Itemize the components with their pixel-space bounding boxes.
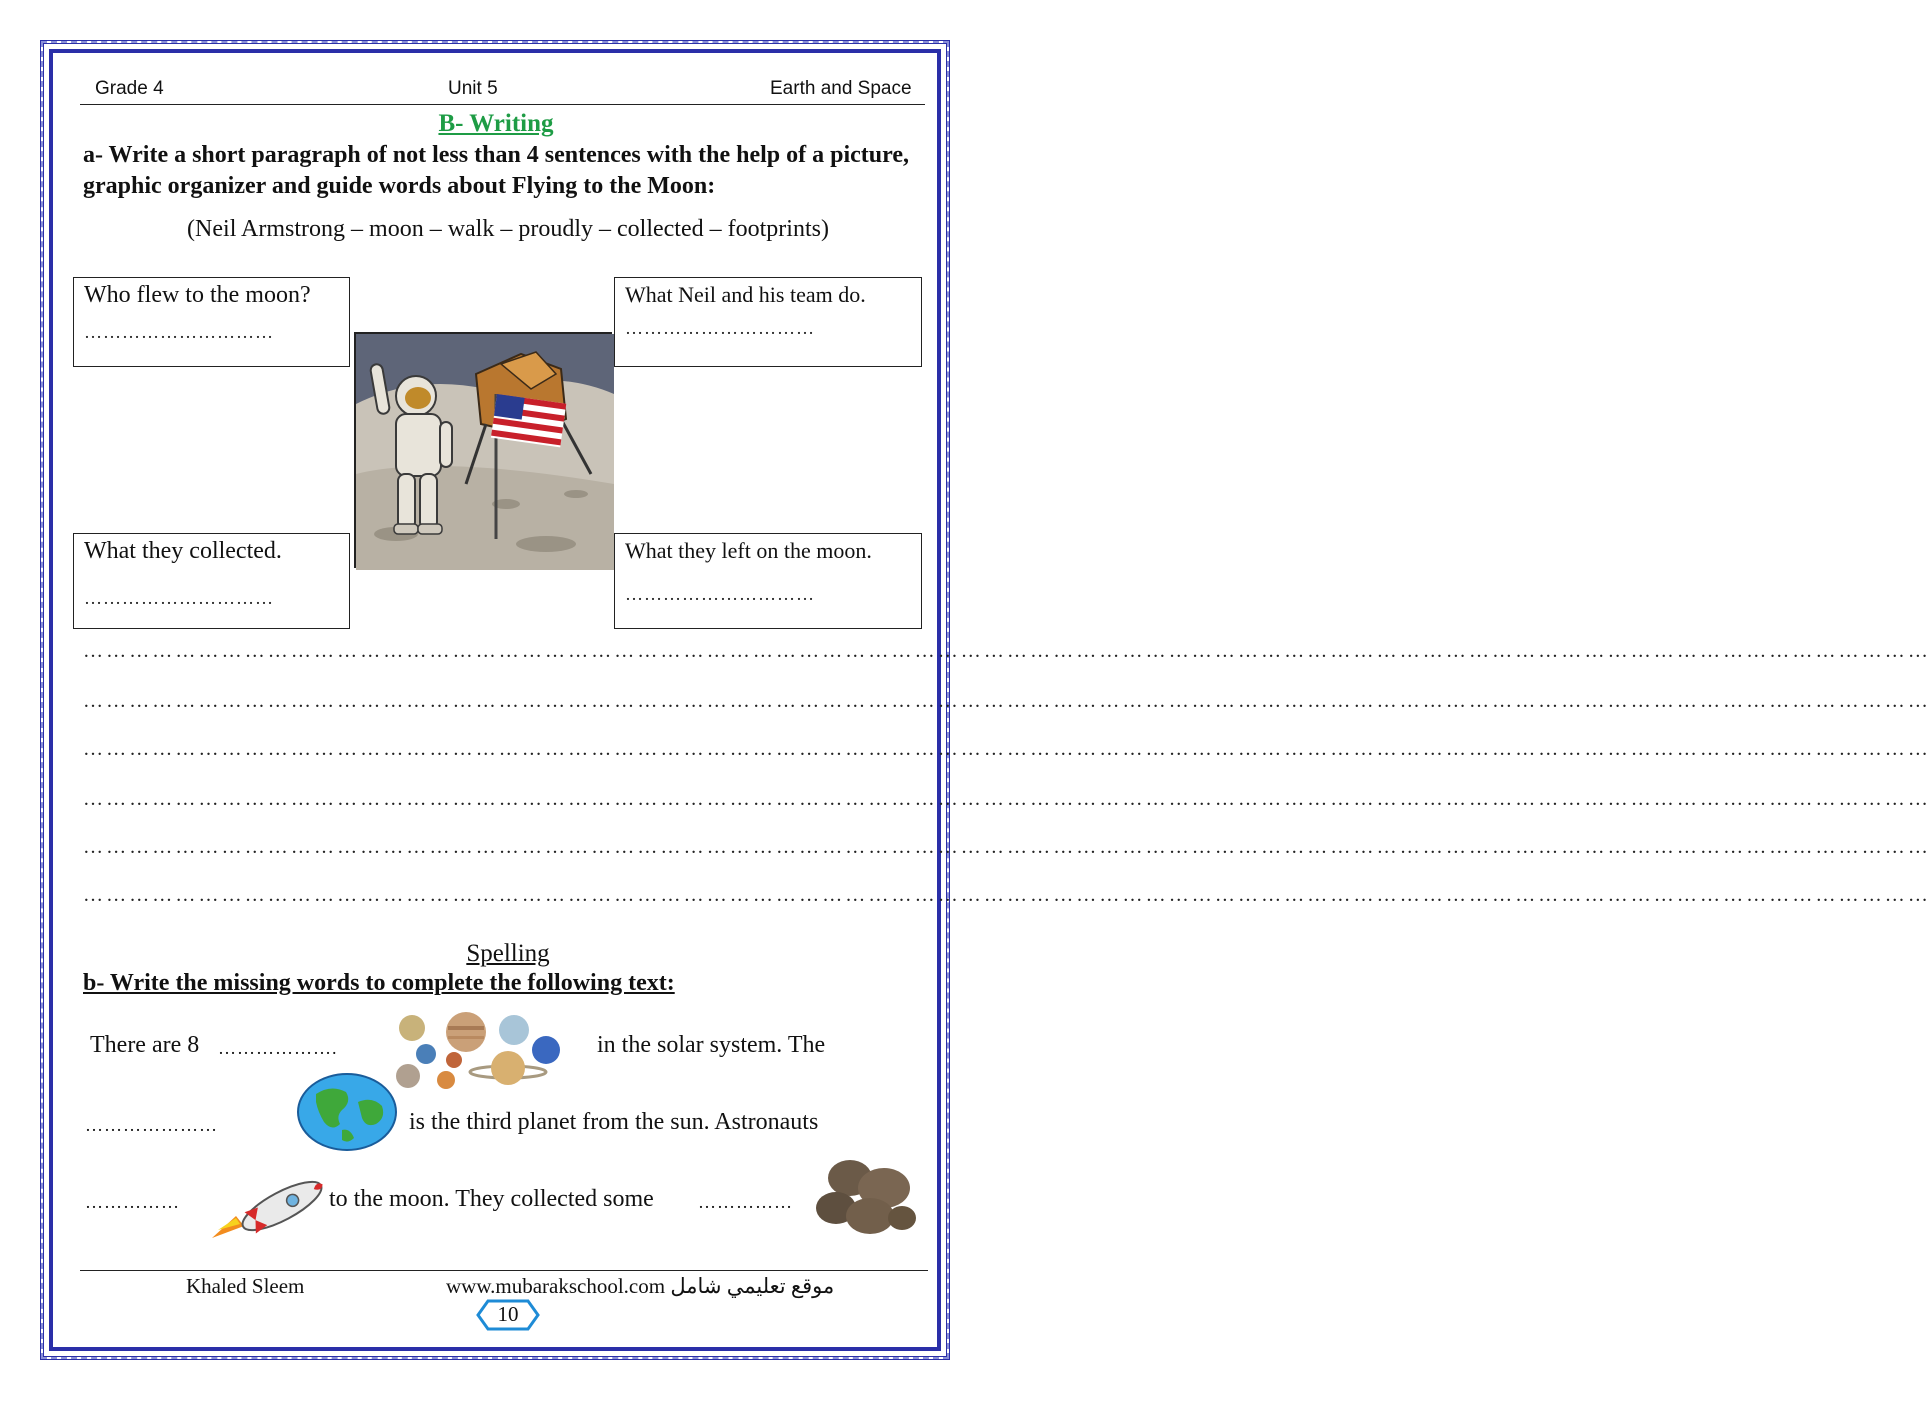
writing-instruction: a- Write a short paragraph of not less than 4 sentences with the help of a picture, graphic organizer and guide words about Flying to the Moon: [83,142,909,199]
rocks-icon [810,1150,918,1240]
page-number-badge [474,1298,542,1332]
organizer-box-left [614,533,922,629]
spelling-text-2b: is the third planet from the sun. Astronauts [409,1109,819,1135]
answer-line[interactable]: …………………………………………………………………………………………………………………………………………………………………………………………………………………… [83,788,1931,810]
page-number: 10 [497,1302,519,1326]
answer-line[interactable]: …………………………………………………………………………………………………………………………………………………………………………………………………………………… [83,836,1931,858]
spelling-text-1a: There are 8 [90,1032,200,1058]
organizer-box-collected [73,533,350,629]
guide-words: (Neil Armstrong – moon – walk – proudly – collected – footprints) [187,216,829,242]
organizer-question: What Neil and his team do. [625,282,866,307]
planets-icon [388,1010,568,1092]
header-divider [80,104,925,105]
blank-planets[interactable]: ………………. [218,1038,338,1058]
organizer-question: What they left on the moon. [625,538,872,563]
header-topic: Earth and Space [770,78,912,99]
spelling-instruction: b- Write the missing words to complete the following text: [83,970,675,996]
footer-divider [80,1270,928,1271]
blank-rocks[interactable]: …………… [698,1192,793,1212]
answer-line[interactable]: …………………………………………………………………………………………………………………………………………………………………………………………………………………… [83,884,1931,906]
header-unit: Unit 5 [448,78,498,99]
answer-dots[interactable]: ………………………… [84,588,274,608]
spelling-text-3b: to the moon. They collected some [329,1186,654,1212]
earth-icon [296,1072,398,1152]
moon-landing-image [354,332,612,568]
answer-line[interactable]: …………………………………………………………………………………………………………………………………………………………………………………………………………………… [83,690,1931,712]
answer-line[interactable]: …………………………………………………………………………………………………………………………………………………………………………………………………………………… [83,640,1931,662]
header-grade: Grade 4 [95,78,164,99]
blank-flew[interactable]: …………… [85,1192,180,1212]
answer-dots[interactable]: ………………………… [625,318,815,338]
answer-line[interactable]: …………………………………………………………………………………………………………………………………………………………………………………………………………………… [83,738,1931,760]
organizer-box-what-do [614,277,922,367]
footer-site: www.mubarakschool.com موقع تعليمي شامل [446,1274,835,1298]
writing-title: B- Writing [438,110,554,137]
spelling-title: Spelling [466,940,550,967]
spelling-text-1b: in the solar system. The [597,1032,826,1058]
answer-dots[interactable]: ………………………… [625,584,815,604]
organizer-question: Who flew to the moon? [84,282,311,308]
answer-dots[interactable]: ………………………… [84,322,274,342]
organizer-box-who [73,277,350,367]
rocket-icon [206,1172,332,1242]
blank-earth[interactable]: ………………… [85,1115,218,1135]
footer-author: Khaled Sleem [186,1274,305,1298]
organizer-question: What they collected. [84,538,282,564]
